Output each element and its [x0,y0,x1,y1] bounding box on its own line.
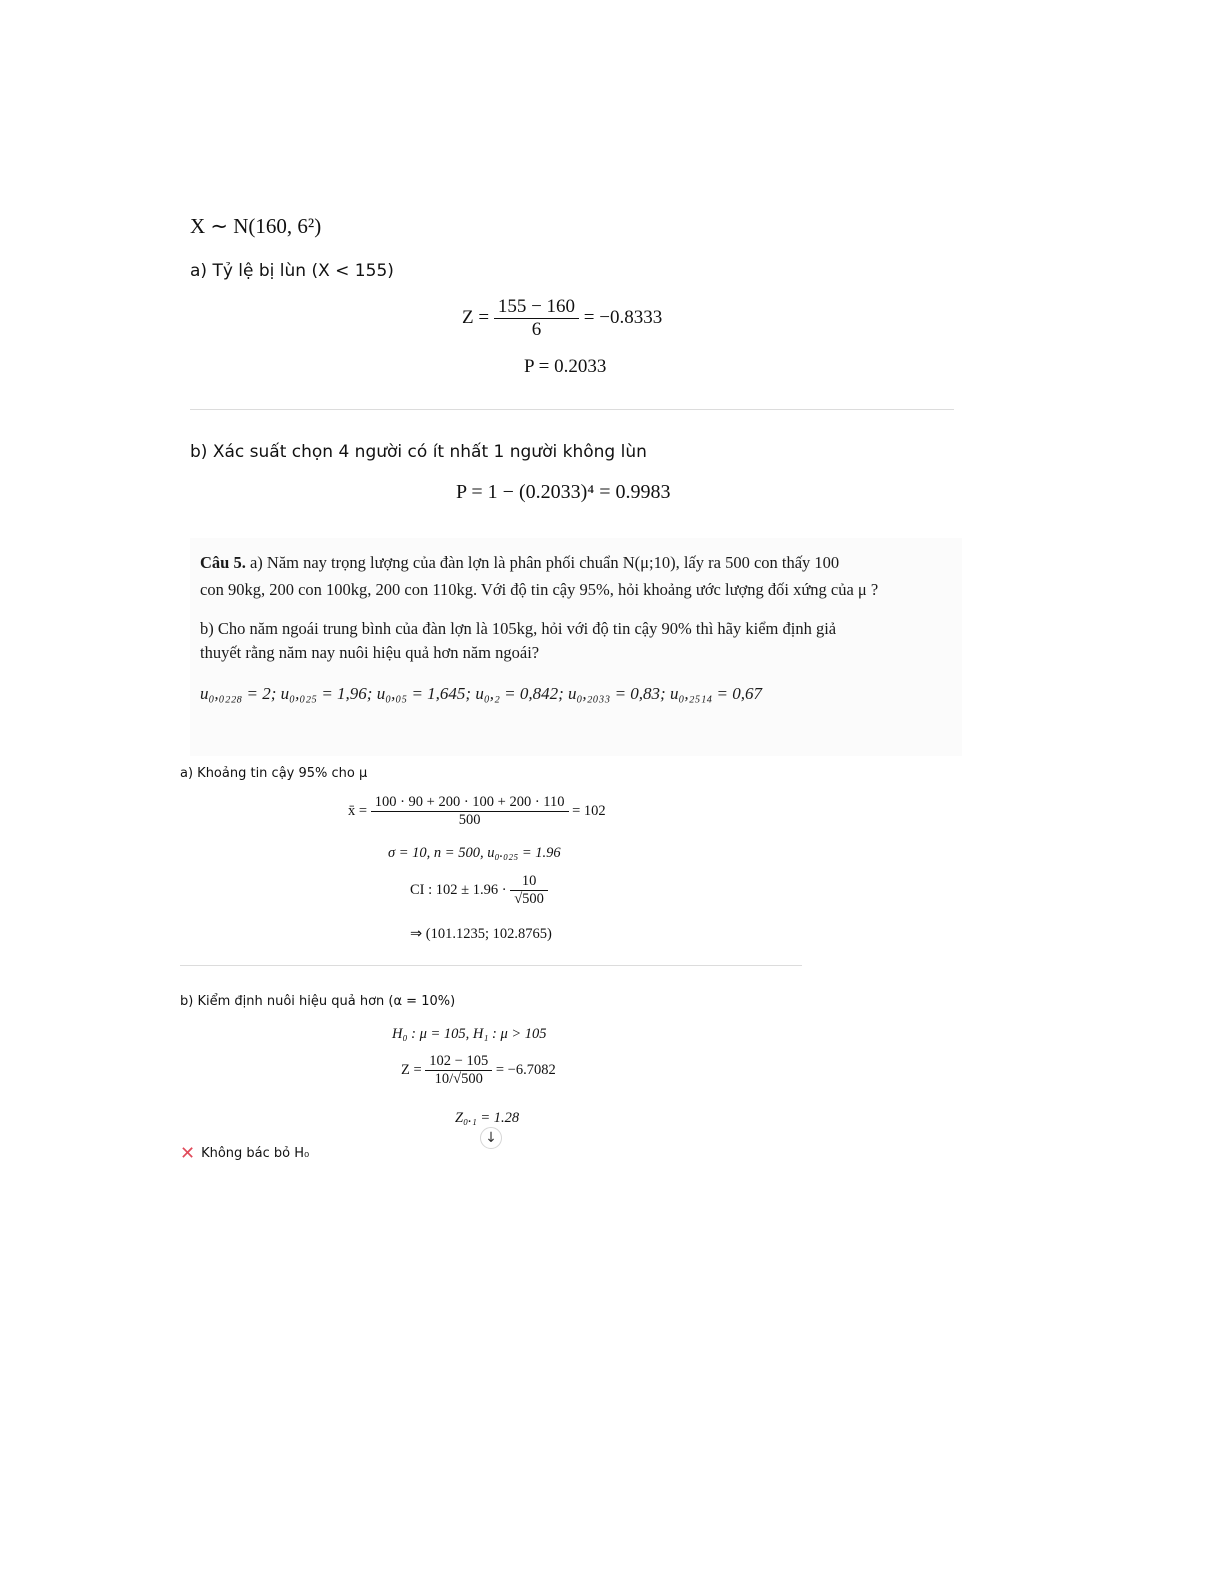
scroll-down-button[interactable] [480,1127,502,1149]
z-lhs: Z = [462,306,490,328]
z-fraction [494,296,579,341]
test-statistic-formula [401,1053,556,1088]
ci-formula [410,873,548,908]
critical-values-table: u₀,₀₂₂₈ = 2; u₀,₀₂₅ = 1,96; u₀,₀₅ = 1,645; u₀,₂ = 0,842; u₀,₂₀₃₃ = 0,83; u₀,₂₅₁₄ = 0,67 [200,684,762,703]
test-z-rhs: = −6.7082 [495,1061,556,1078]
critical-z-value: Z₀.₁ = 1.28 [455,1110,520,1126]
question-line-4: thuyết rằng năm nay nuôi hiệu quả hơn năm ngoái? [200,643,540,662]
question-line-1 [200,553,839,573]
xbar-denominator: 500 [371,811,569,829]
z-rhs: = −0.8333 [583,306,663,328]
xbar-lhs: x̄ = [348,802,368,819]
conclusion-row [180,1143,309,1164]
test-z-lhs: Z = [401,1061,422,1078]
hypotheses-line: H₀ : μ = 105, H₁ : μ > 105 [392,1026,547,1042]
ci-lhs: CI : 102 ± 1.96 · [410,881,507,898]
distribution-formula: X ∼ N(160, 6²) [190,214,322,238]
sample-mean-formula [348,794,606,829]
cross-icon: ✕ [180,1143,196,1164]
parameters-line: σ = 10, n = 500, u₀.₀₂₅ = 1.96 [388,845,561,861]
z-score-formula [462,296,662,341]
question-line-3: b) Cho năm ngoái trung bình của đàn lợn là 105kg, hỏi với độ tin cậy 90% thì hãy kiểm định giả [200,619,837,638]
probability-result: P = 0.2033 [524,356,607,377]
complement-probability-formula: P = 1 − (0.2033)⁴ = 0.9983 [456,481,671,503]
heading-part-a-dwarf-ratio: a) Tỷ lệ bị lùn (X < 155) [190,261,394,281]
question-label: Câu 5. [200,553,246,572]
divider [190,409,954,410]
z-numerator: 155 − 160 [497,296,576,317]
z-denominator: 6 [494,318,579,341]
xbar-rhs: = 102 [572,802,606,819]
xbar-fraction [371,794,569,829]
question-text-1: a) Năm nay trọng lượng của đàn lợn là phân phối chuẩn N(μ;10), lấy ra 500 con thấy 100 [249,553,840,572]
heading-confidence-interval: a) Khoảng tin cậy 95% cho μ [180,766,368,781]
conclusion-text: Không bác bỏ H₀ [201,1146,310,1161]
test-z-fraction [425,1053,492,1088]
test-z-numerator: 102 − 105 [429,1053,489,1069]
heading-hypothesis-test: b) Kiểm định nuôi hiệu quả hơn (α = 10%) [180,994,456,1009]
test-z-denominator: 10/√500 [425,1070,492,1088]
ci-denominator: √500 [510,890,548,908]
arrow-down-icon: ↓ [485,1130,497,1146]
divider-2 [180,965,802,966]
ci-numerator: 10 [521,873,537,889]
xbar-numerator: 100 · 90 + 200 · 100 + 200 · 110 [374,794,565,810]
heading-part-b-at-least-one: b) Xác suất chọn 4 người có ít nhất 1 người không lùn [190,442,647,462]
ci-result: ⇒ (101.1235; 102.8765) [410,926,552,942]
question-line-2: con 90kg, 200 con 100kg, 200 con 110kg. Với độ tin cậy 95%, hỏi khoảng ước lượng đối xứng của μ ? [200,580,879,599]
ci-fraction [510,873,548,908]
